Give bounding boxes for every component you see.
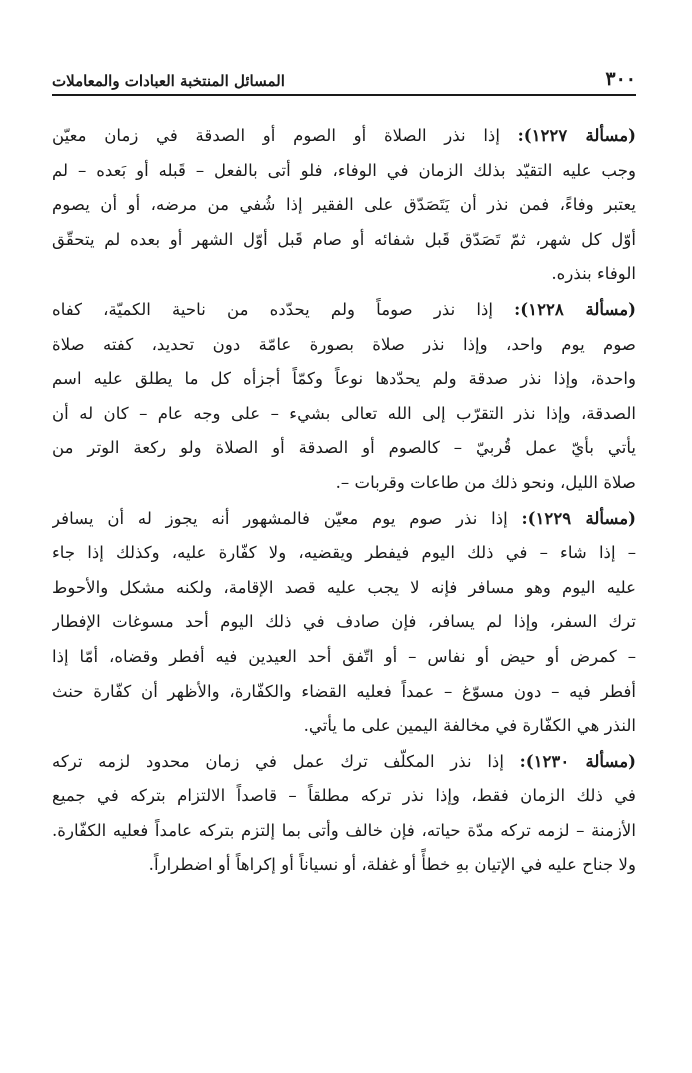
line-text: إذا نذر المكلّف ترك عمل في زمان محدود لزمه تركه (52, 751, 504, 771)
text-line (52, 118, 636, 154)
running-title: المسائل المنتخبة العبادات والمعاملات (52, 72, 285, 90)
text-line (52, 675, 636, 710)
page-body (52, 118, 636, 883)
line-text: – كمرض أو حيض أو نفاس – أو اتّفق أحد العيدين فيه أفطر وقضاه، أمّا إذا (52, 646, 636, 666)
line-text: عليه اليوم وهو مسافر فإنه لا يجب عليه قصد الإقامة، ولكنه مشكل والأحوط (52, 577, 636, 597)
page-number: ٣٠٠ (605, 68, 636, 90)
line-text: أوّل كل شهر، ثمّ تَصَدّق قَبل شفائه أو صام قَبل أوّل الشهر أو بعده لم يتحقّق (52, 229, 636, 249)
line-text: صوم يوم واحد، وإذا نذر صلاة بصورة عامّة دون تحديد، كفته صلاة (52, 334, 636, 354)
issue-paragraph (52, 744, 636, 883)
line-text: واحدة، وإذا نذر صدقة ولم يحدّدها نوعاً وكمّاً أجزأه كل ما يطلق عليه اسم (52, 369, 636, 389)
line-text: الصدقة، وإذا نذر التقرّب إلى الله تعالى بشيء – على وجه عام – كان له أن (52, 403, 636, 423)
text-line (52, 744, 636, 780)
line-text: الأزمنة – لزمه تركه مدّة حياته، فإن خالف وأتى بما إلتزم بتركه عامداً فعليه الكفّارة. (52, 820, 636, 840)
text-line (52, 154, 636, 189)
line-text: أفطر فيه – دون مسوّغ – عمداً فعليه القضاء والكفّارة، والأظهر أن كفّارة حنث (52, 681, 636, 701)
text-line (52, 779, 636, 814)
text-line (52, 605, 636, 640)
text-line (52, 848, 636, 883)
line-text: النذر هي الكفّارة في مخالفة اليمين على ما يأتي. (303, 716, 636, 736)
line-text: صلاة الليل، ونحو ذلك من طاعات وقربات –. (335, 472, 636, 492)
text-line (52, 640, 636, 675)
text-line (52, 501, 636, 537)
line-text: إذا نذر صوم يوم معيّن فالمشهور أنه يجوز له أن يسافر (52, 508, 508, 528)
text-line (52, 188, 636, 223)
text-line (52, 571, 636, 606)
text-line (52, 223, 636, 258)
text-line (52, 431, 636, 466)
text-line (52, 536, 636, 571)
issue-paragraph (52, 501, 636, 744)
issue-label: (مسألة ١٢٢٩): (521, 507, 636, 528)
issue-label: (مسألة ١٢٢٨): (514, 298, 636, 319)
text-line (52, 814, 636, 849)
line-text: يعتبر وفاءً، فمن نذر أن يَتَصَدّق على الفقير إذا شُفي من مرضه، أو أن يصوم (52, 195, 636, 215)
text-line (52, 328, 636, 363)
line-text: إذا نذر صوماً ولم يحدّده من ناحية الكميّة، كفاه (52, 299, 494, 319)
line-text: ترك السفر، وإذا لم يسافر، فإن صادف في ذلك اليوم أحد مسوغات الإفطار (52, 612, 636, 632)
text-line (52, 292, 636, 328)
text-line (52, 709, 636, 744)
line-text: الوفاء بنذره. (551, 264, 636, 284)
text-line (52, 362, 636, 397)
line-text: في ذلك الزمان فقط، وإذا نذر تركه مطلقاً – قاصداً الالتزام بتركه في جميع (52, 786, 636, 806)
text-line (52, 397, 636, 432)
line-text: – إذا شاء – في ذلك اليوم فيفطر ويقضيه، ولا كفّارة عليه، وكذلك إذا جاء (52, 543, 636, 563)
issue-paragraph (52, 292, 636, 501)
line-text: إذا نذر الصلاة أو الصوم أو الصدقة في زمان معيّن (52, 126, 500, 145)
line-text: ولا جناح عليه في الإتيان بهِ خطأً أو غفلة، أو نسياناً أو إكراهاً أو اضطراراً. (148, 855, 636, 875)
text-line (52, 466, 636, 501)
line-text: يأتي بأيّ عمل قُربيّ – كالصوم أو الصدقة أو الصلاة ولو ركعة الوتر من (52, 438, 636, 458)
page-header (52, 62, 636, 96)
issue-label: (مسألة ١٢٢٧): (517, 125, 636, 145)
issue-paragraph (52, 118, 636, 292)
line-text: وجب عليه التقيّد بذلك الزمان في الوفاء، فلو أتى بالفعل – قَبله أو بَعده – لم (52, 160, 636, 180)
text-line (52, 257, 636, 292)
issue-label: (مسألة ١٢٣٠): (519, 750, 636, 771)
